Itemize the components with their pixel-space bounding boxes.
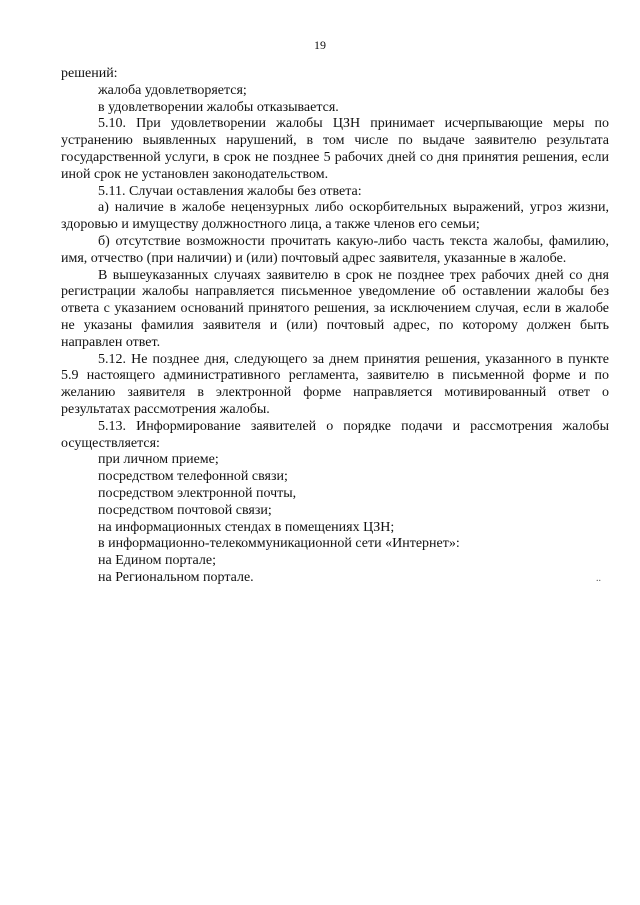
list-item: в информационно-телекоммуникационной сети «Интернет»: xyxy=(98,536,460,552)
list-item: жалоба удовлетворяется; xyxy=(98,82,247,98)
paragraph: решений: xyxy=(61,66,118,81)
list-item: посредством телефонной связи; xyxy=(98,469,288,485)
list-item: на Едином портале; xyxy=(98,553,216,569)
list-item: посредством почтовой связи; xyxy=(98,502,272,518)
paragraph: 5.12. Не позднее дня, следующего за днем принятия решения, указанного в пункте 5.9 настоящего административного регламента, заявителю в письменной форме и по желанию заявителя в электронной форме направляется мотивированный ответ о результатах рассмотрения жалобы. xyxy=(61,351,609,417)
list-item: посредством электронной почты, xyxy=(98,485,297,501)
list-item: при личном приеме; xyxy=(98,452,219,468)
paragraph: 5.13. Информирование заявителей о порядке подачи и рассмотрения жалобы осуществляется: xyxy=(61,418,609,451)
list-item: в удовлетворении жалобы отказывается. xyxy=(98,99,339,115)
list-item: на Региональном портале. xyxy=(98,569,254,585)
document-body xyxy=(61,66,609,587)
list-item: на информационных стендах в помещениях ЦЗН; xyxy=(98,519,395,535)
paragraph: 5.11. Случаи оставления жалобы без ответа: xyxy=(98,183,362,199)
paragraph: 5.10. При удовлетворении жалобы ЦЗН принимает исчерпывающие меры по устранению выявленных нарушений, в том числе по выдаче заявителю результата государственной услуги, в срок не позднее 5 рабочих дней со дня принятия решения, если иной срок не установлен законодательством. xyxy=(61,116,609,182)
paragraph: В вышеуказанных случаях заявителю в срок не позднее трех рабочих дней со дня регистрации жалобы направляется письменное уведомление об оставлении жалобы без ответа с указанием оснований принятого решения, за исключением случая, если в жалобе не указаны фамилия заявителя и (или) почтовый адрес, по которому должен быть направлен ответ. xyxy=(61,267,609,350)
paragraph: б) отсутствие возможности прочитать какую-либо часть текста жалобы, фамилию, имя, отчество (при наличии) и (или) почтовый адрес заявителя, указанные в жалобе. xyxy=(61,233,609,266)
paragraph: а) наличие в жалобе нецензурных либо оскорбительных выражений, угроз жизни, здоровью и имуществу должностного лица, а также членов его семьи; xyxy=(61,200,609,233)
scan-mark: .. xyxy=(596,573,601,584)
page-number: 19 xyxy=(314,38,326,52)
